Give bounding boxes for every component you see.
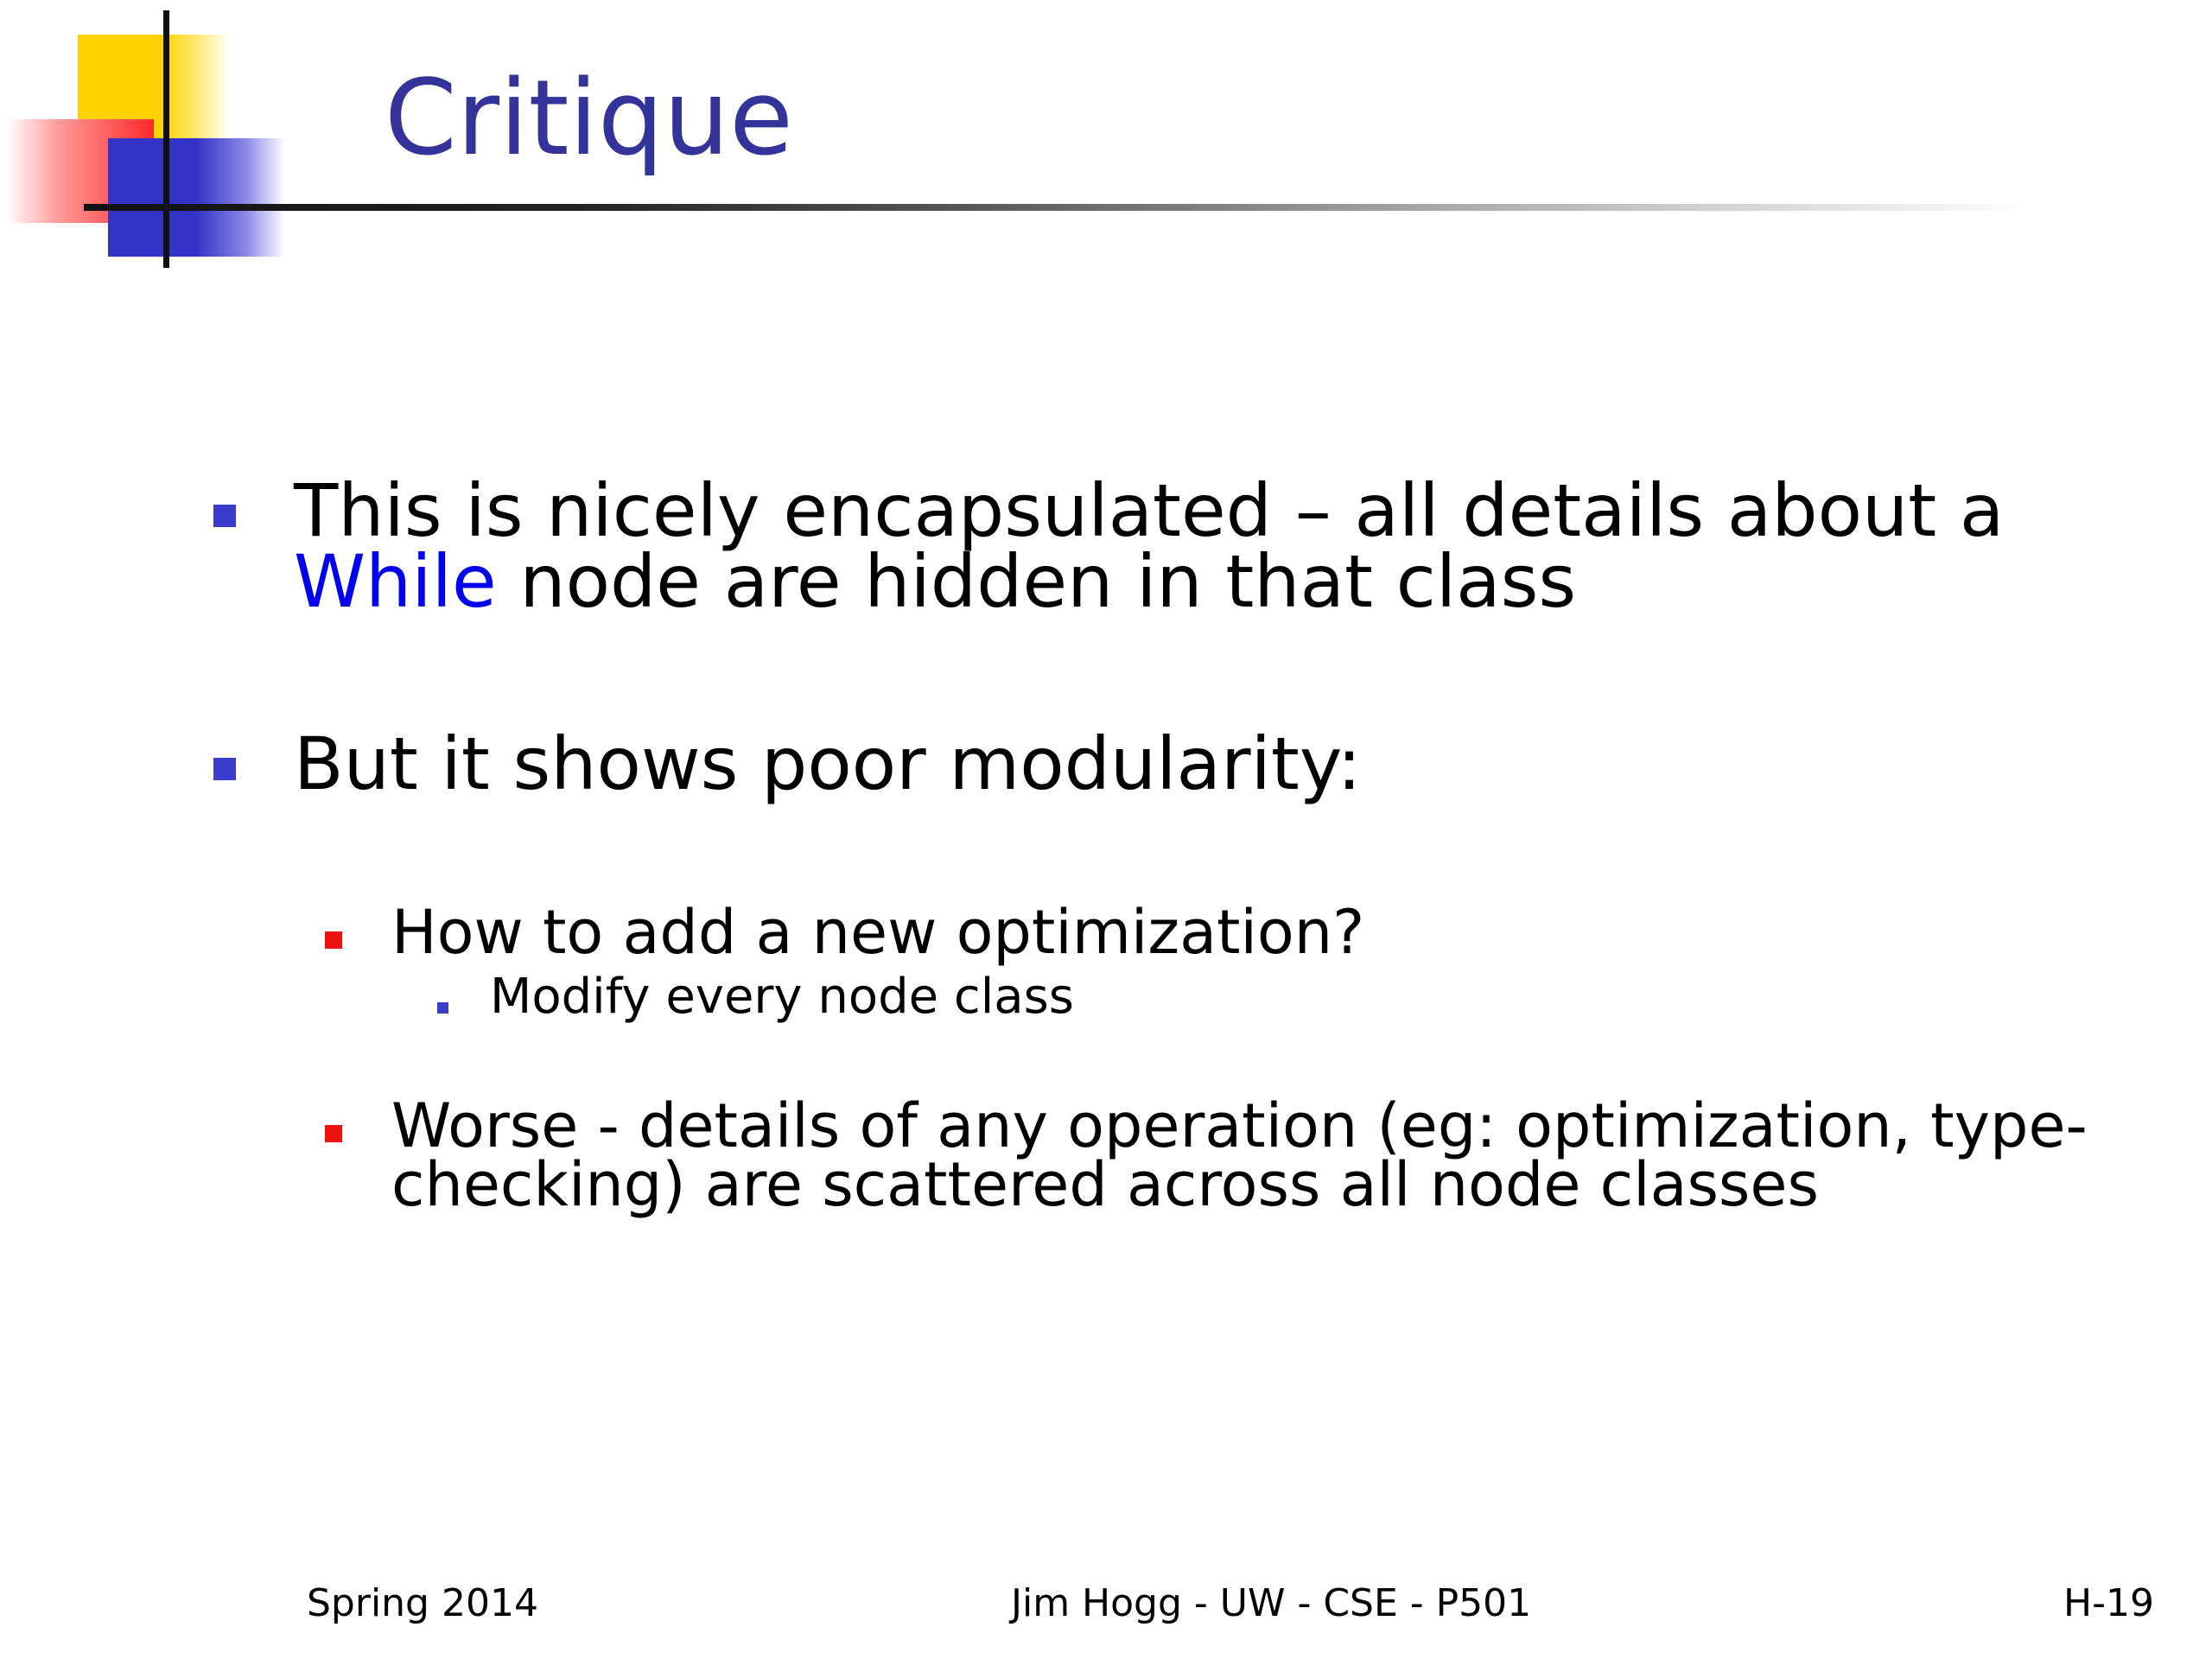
logo-vertical-line <box>163 10 169 268</box>
subbullet-text: How to add a new optimization? <box>391 897 1365 968</box>
bullet-square-icon <box>437 1002 448 1014</box>
slide-title: Critique <box>385 59 793 179</box>
subsubbullet-text: Modify every node class <box>490 969 1074 1025</box>
bullet-text-line2-rest: node are hidden in that class <box>496 539 1577 624</box>
keyword-while: While <box>294 539 497 624</box>
bullet-text: But it shows poor modularity: <box>294 721 1362 806</box>
bullet-text-line2 <box>294 539 1577 624</box>
bullet-square-icon <box>325 931 342 949</box>
bullet-text-line1: This is nicely encapsulated – all details about a <box>294 468 2005 553</box>
slide-logo <box>0 0 294 276</box>
footer-author-course: Jim Hogg - UW - CSE - P501 <box>1011 1581 1532 1625</box>
footer-date: Spring 2014 <box>307 1581 538 1625</box>
subbullet-text-line2: checking) are scattered across all node classes <box>391 1149 1819 1220</box>
logo-blue-square <box>108 138 285 257</box>
bullet-square-icon <box>213 505 236 527</box>
bullet-square-icon <box>325 1125 342 1142</box>
subbullet-text-line1: Worse - details of any operation (eg: optimization, type- <box>391 1090 2088 1161</box>
title-underline <box>84 204 2028 211</box>
footer-slide-number: H-19 <box>2063 1581 2154 1625</box>
bullet-square-icon <box>213 758 236 780</box>
